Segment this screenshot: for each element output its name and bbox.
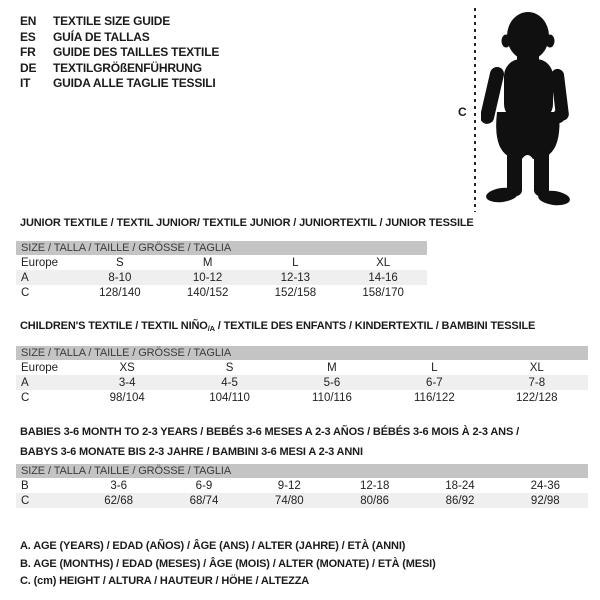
title-text: CHILDREN'S TEXTILE / TEXTIL NIÑO — [20, 320, 208, 332]
babies-textile-section — [16, 423, 588, 508]
baby-height-figure — [455, 5, 595, 220]
size-cell: S — [225, 361, 234, 374]
table-row-age — [16, 270, 427, 285]
age-cell: 3-4 — [118, 376, 136, 389]
language-list — [20, 14, 219, 92]
height-cell: 68/74 — [189, 494, 219, 507]
age-cell: 12-13 — [280, 271, 311, 284]
height-cell: 116/122 — [414, 391, 455, 404]
height-cell: 92/98 — [530, 494, 560, 507]
age-cell: 4-5 — [221, 376, 238, 389]
height-cell: 152/158 — [274, 286, 317, 299]
title-text: / TEXTILE DES ENFANTS / KINDERTEXTIL / BAMBINI TESSILE — [214, 320, 536, 332]
height-cell: 74/80 — [274, 494, 304, 507]
row-label: A — [21, 271, 29, 284]
size-header-bar: SIZE / TALLA / TAILLE / GRÖSSE / TAGLIA — [16, 464, 588, 478]
row-label: A — [21, 376, 29, 389]
language-row-es — [20, 30, 219, 46]
age-cell: 7-8 — [528, 376, 546, 389]
height-measure-label: C — [458, 105, 467, 119]
language-label: GUIDE DES TAILLES TEXTILE — [53, 45, 220, 59]
height-cell: 62/68 — [104, 494, 134, 507]
age-cell: 10-12 — [192, 271, 223, 284]
junior-textile-title: JUNIOR TEXTILE / TEXTIL JUNIOR/ TEXTILE JUNIOR / JUNIORTEXTIL / JUNIOR TESSILE — [20, 217, 474, 229]
age-cell: 3-6 — [110, 479, 127, 492]
age-cell: 12-18 — [359, 479, 390, 492]
table-row-height — [16, 390, 588, 405]
age-cell: 24-36 — [530, 479, 561, 492]
language-code: EN — [20, 14, 37, 28]
row-label: C — [21, 286, 30, 299]
language-row-en — [20, 14, 219, 30]
table-row-height — [16, 285, 427, 300]
height-cell: 122/128 — [515, 391, 558, 404]
table-row-europe — [16, 255, 427, 270]
size-cell: L — [431, 361, 438, 374]
height-cell: 104/110 — [209, 391, 250, 404]
row-label: C — [21, 494, 30, 507]
size-cell: XS — [119, 361, 135, 374]
language-row-fr — [20, 45, 219, 61]
size-cell: S — [116, 256, 124, 269]
language-code: DE — [20, 60, 37, 75]
height-cell: 128/140 — [99, 286, 141, 299]
row-label: B — [21, 479, 29, 492]
language-row-it — [20, 76, 219, 92]
row-label: C — [21, 391, 30, 404]
childrens-textile-section — [16, 320, 588, 405]
height-cell: 80/86 — [360, 494, 390, 507]
footnote-b: B. AGE (MONTHS) / EDAD (MESES) / ÂGE (MOIS) / ALTER (MONATE) / ETÀ (MESI) — [20, 557, 436, 570]
size-header-bar: SIZE / TALLA / TAILLE / GRÖSSE / TAGLIA — [16, 241, 427, 255]
size-header-bar: SIZE / TALLA / TAILLE / GRÖSSE / TAGLIA — [16, 346, 588, 360]
age-cell: 9-12 — [277, 479, 301, 492]
table-row-europe — [16, 360, 588, 375]
baby-silhouette-icon — [481, 9, 571, 207]
age-cell: 18-24 — [445, 479, 475, 492]
height-cell: 110/116 — [312, 391, 352, 404]
language-label: TEXTILGRÖßENFÜHRUNG — [53, 60, 202, 75]
height-cell: 140/152 — [186, 286, 229, 299]
size-cell: M — [202, 256, 213, 269]
table-row-age — [16, 375, 588, 390]
size-cell: XL — [376, 256, 391, 269]
title-subscript: /A — [207, 324, 215, 333]
babies-title-line1: BABIES 3-6 MONTH TO 2-3 YEARS / BEBÉS 3-6 MESES A 2-3 AÑOS / BÉBÉS 3-6 MOIS À 2-3 ANS / — [20, 426, 519, 438]
table-row-age-months — [16, 478, 588, 493]
childrens-textile-table — [16, 360, 588, 405]
babies-title-line2: BABYS 3-6 MONATE BIS 2-3 JAHRE / BAMBINI 3-6 MESI A 2-3 ANNI — [20, 445, 363, 458]
footnotes — [20, 538, 436, 591]
age-cell: 6-9 — [195, 479, 213, 492]
height-measure-dotted-line — [474, 8, 476, 212]
age-cell: 5-6 — [323, 376, 341, 389]
height-cell: 98/104 — [109, 391, 145, 404]
table-row-height — [16, 493, 588, 508]
childrens-textile-title — [16, 320, 588, 335]
age-cell: 8-10 — [108, 271, 132, 284]
footnote-c: C. (cm) HEIGHT / ALTURA / HAUTEUR / HÖHE / ALTEZZA — [20, 575, 310, 587]
language-label: GUIDA ALLE TAGLIE TESSILI — [53, 76, 216, 90]
language-label: TEXTILE SIZE GUIDE — [53, 14, 171, 28]
language-code: FR — [20, 45, 36, 59]
size-cell: XL — [529, 361, 544, 374]
height-cell: 86/92 — [445, 494, 475, 507]
height-cell: 158/170 — [362, 286, 404, 299]
footnote-a: A. AGE (YEARS) / EDAD (AÑOS) / ÂGE (ANS) / ALTER (JAHRE) / ETÀ (ANNI) — [20, 540, 406, 552]
row-label: Europe — [21, 256, 59, 269]
language-label: GUÍA DE TALLAS — [53, 29, 150, 44]
size-cell: M — [327, 361, 337, 374]
language-code: IT — [20, 76, 31, 90]
junior-textile-table — [16, 255, 427, 300]
language-code: ES — [20, 29, 36, 44]
babies-textile-table — [16, 478, 588, 508]
junior-textile-section — [16, 217, 474, 300]
age-cell: 14-16 — [368, 271, 398, 284]
age-cell: 6-7 — [426, 376, 443, 389]
row-label: Europe — [21, 361, 59, 374]
size-cell: L — [292, 256, 299, 269]
language-row-de — [20, 61, 219, 77]
